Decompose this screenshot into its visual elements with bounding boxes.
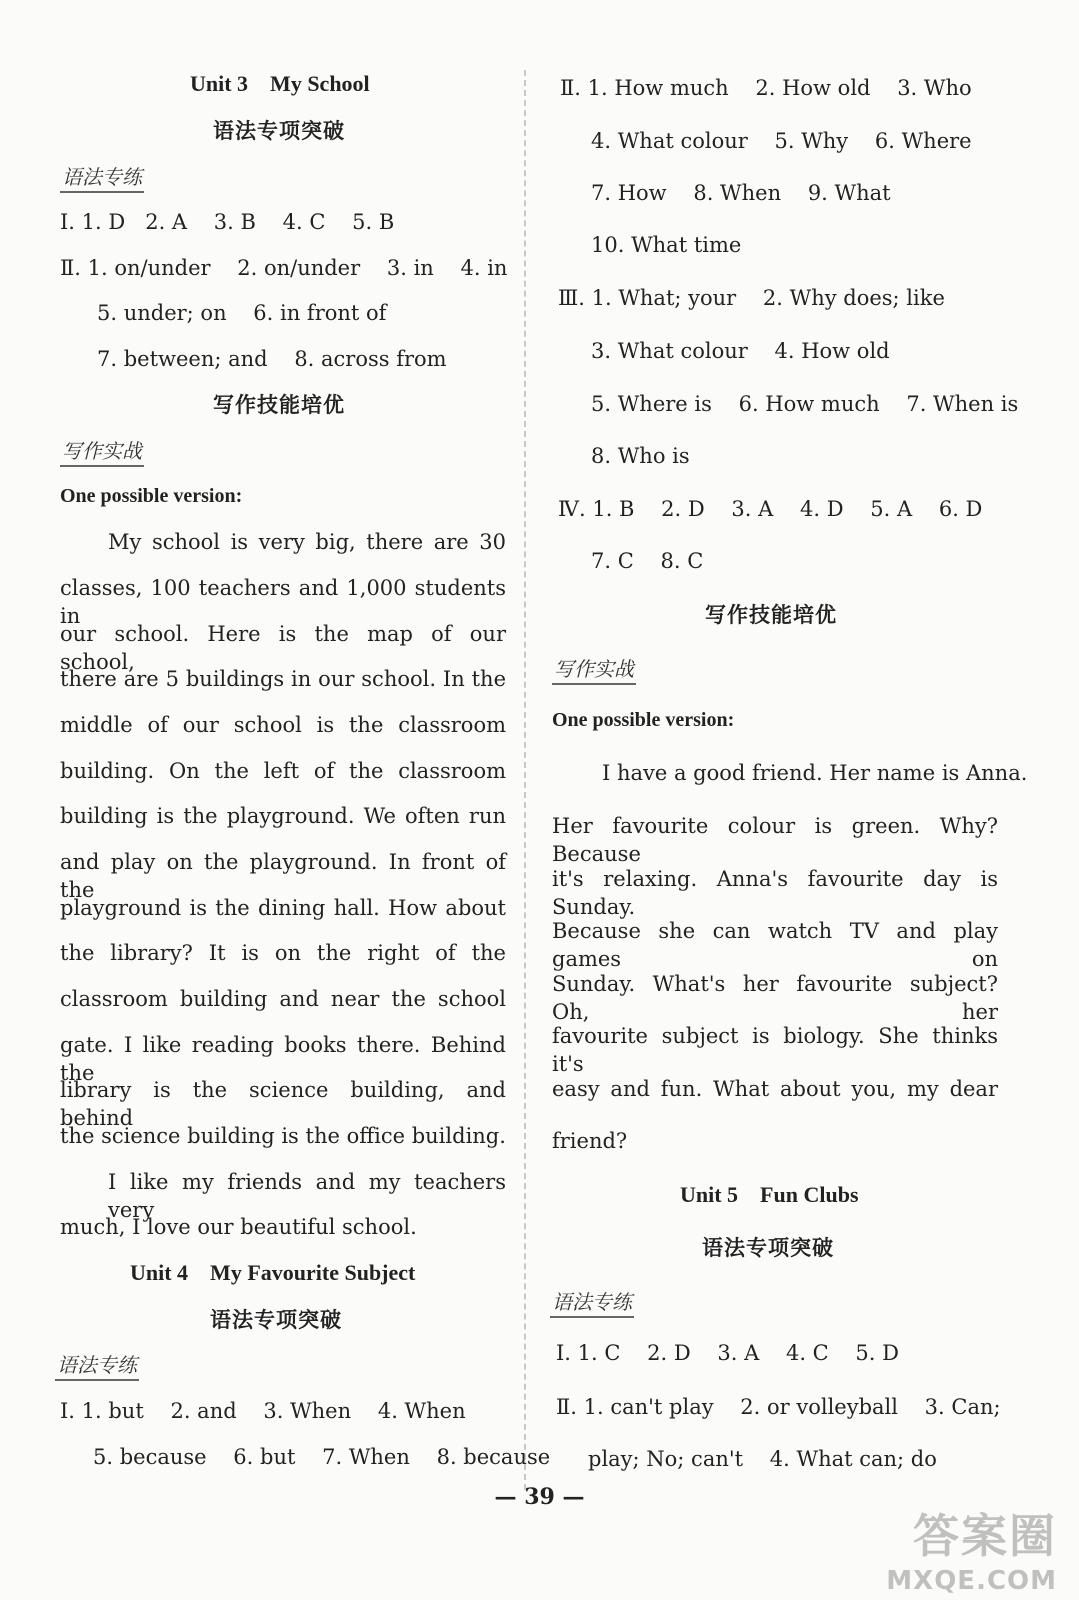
- essay-line: Sunday. What's her favourite subject? Oh, her: [552, 972, 998, 1024]
- grammar-section-title: 语法专项突破: [210, 1307, 342, 1332]
- essay-line: and play on the playground. In front of the: [60, 850, 506, 902]
- essay-line: My school is very big, there are 30: [108, 530, 506, 554]
- essay-line: middle of our school is the classroom: [60, 713, 506, 737]
- writing-section-title: 写作技能培优: [705, 602, 837, 627]
- essay-line: much, I love our beautiful school.: [60, 1215, 417, 1239]
- exercise-4-line-2: 7. C 8. C: [591, 549, 704, 573]
- grammar-section-title: 语法专项突破: [213, 118, 345, 143]
- u5-exercise-2-line-2: play; No; can't 4. What can; do: [588, 1447, 937, 1471]
- unit4-heading: Unit 4 My Favourite Subject: [130, 1260, 416, 1285]
- essay-line: I have a good friend. Her name is Anna.: [602, 761, 1028, 785]
- writing-practice-tag: 写作实战: [60, 439, 144, 467]
- essay-line: favourite subject is biology. She thinks it's: [552, 1024, 998, 1076]
- essay-line: there are 5 buildings in our school. In the: [60, 667, 506, 691]
- essay-line: classes, 100 teachers and 1,000 students in: [60, 576, 506, 628]
- essay-line: Because she can watch TV and play games on: [552, 919, 998, 971]
- essay-line: Her favourite colour is green. Why? Because: [552, 814, 998, 866]
- watermark-text: 答案圈: [913, 1509, 1057, 1563]
- writing-practice-tag: 写作实战: [552, 657, 636, 685]
- grammar-practice-tag: 语法专练: [60, 165, 144, 193]
- grammar-practice-tag: 语法专练: [550, 1290, 634, 1318]
- essay-line: library is the science building, and behind: [60, 1078, 506, 1130]
- unit5-heading: Unit 5 Fun Clubs: [680, 1182, 859, 1207]
- watermark-logo: [847, 1500, 1057, 1596]
- exercise-2-line-2: 4. What colour 5. Why 6. Where: [591, 129, 972, 153]
- grammar-practice-tag: 语法专练: [55, 1353, 139, 1381]
- u4-exercise-1-line-2: 5. because 6. but 7. When 8. because: [93, 1445, 551, 1469]
- exercise-3-line-4: 8. Who is: [591, 444, 690, 468]
- u5-exercise-2-line-1: Ⅱ. 1. can't play 2. or volleyball 3. Can;: [556, 1395, 1001, 1419]
- exercise-2-line-1: Ⅱ. 1. How much 2. How old 3. Who: [560, 76, 972, 100]
- exercise-3-line-2: 3. What colour 4. How old: [591, 339, 890, 363]
- essay-line: easy and fun. What about you, my dear: [552, 1077, 998, 1101]
- essay-line: building is the playground. We often run: [60, 804, 506, 828]
- essay-line: gate. I like reading books there. Behind the: [60, 1033, 506, 1085]
- essay-line: our school. Here is the map of our school,: [60, 622, 506, 674]
- essay-line: the library? It is on the right of the: [60, 941, 506, 965]
- page-number: — 39 —: [494, 1484, 585, 1510]
- essay-line: the science building is the office building.: [60, 1124, 506, 1148]
- u5-exercise-1: Ⅰ. 1. C 2. D 3. A 4. C 5. D: [556, 1341, 899, 1365]
- exercise-2-line-2: 5. under; on 6. in front of: [97, 301, 387, 325]
- exercise-2-line-3: 7. between; and 8. across from: [97, 347, 447, 371]
- essay-line: friend?: [552, 1129, 628, 1153]
- possible-version-label: One possible version:: [552, 709, 735, 731]
- grammar-section-title: 语法专项突破: [702, 1235, 834, 1260]
- exercise-1-answers: Ⅰ. 1. D 2. A 3. B 4. C 5. B: [60, 210, 395, 234]
- exercise-3-line-1: Ⅲ. 1. What; your 2. Why does; like: [558, 286, 945, 310]
- essay-line: classroom building and near the school: [60, 987, 506, 1011]
- exercise-2-line-4: 10. What time: [591, 233, 742, 257]
- watermark-url: MXQE.COM: [886, 1566, 1057, 1596]
- exercise-2-line-1: Ⅱ. 1. on/under 2. on/under 3. in 4. in: [60, 256, 508, 280]
- possible-version-label: One possible version:: [60, 485, 243, 507]
- exercise-2-line-3: 7. How 8. When 9. What: [591, 181, 891, 205]
- writing-section-title: 写作技能培优: [213, 392, 345, 417]
- exercise-3-line-3: 5. Where is 6. How much 7. When is: [591, 392, 1019, 416]
- essay-line: I like my friends and my teachers very: [108, 1170, 506, 1222]
- essay-line: it's relaxing. Anna's favourite day is Sunday.: [552, 867, 998, 919]
- exercise-4-line-1: Ⅳ. 1. B 2. D 3. A 4. D 5. A 6. D: [558, 497, 983, 521]
- u4-exercise-1-line-1: Ⅰ. 1. but 2. and 3. When 4. When: [60, 1399, 466, 1423]
- essay-line: building. On the left of the classroom: [60, 759, 506, 783]
- column-divider: [524, 70, 526, 1490]
- essay-line: playground is the dining hall. How about: [60, 896, 506, 920]
- unit3-heading: Unit 3 My School: [190, 71, 370, 96]
